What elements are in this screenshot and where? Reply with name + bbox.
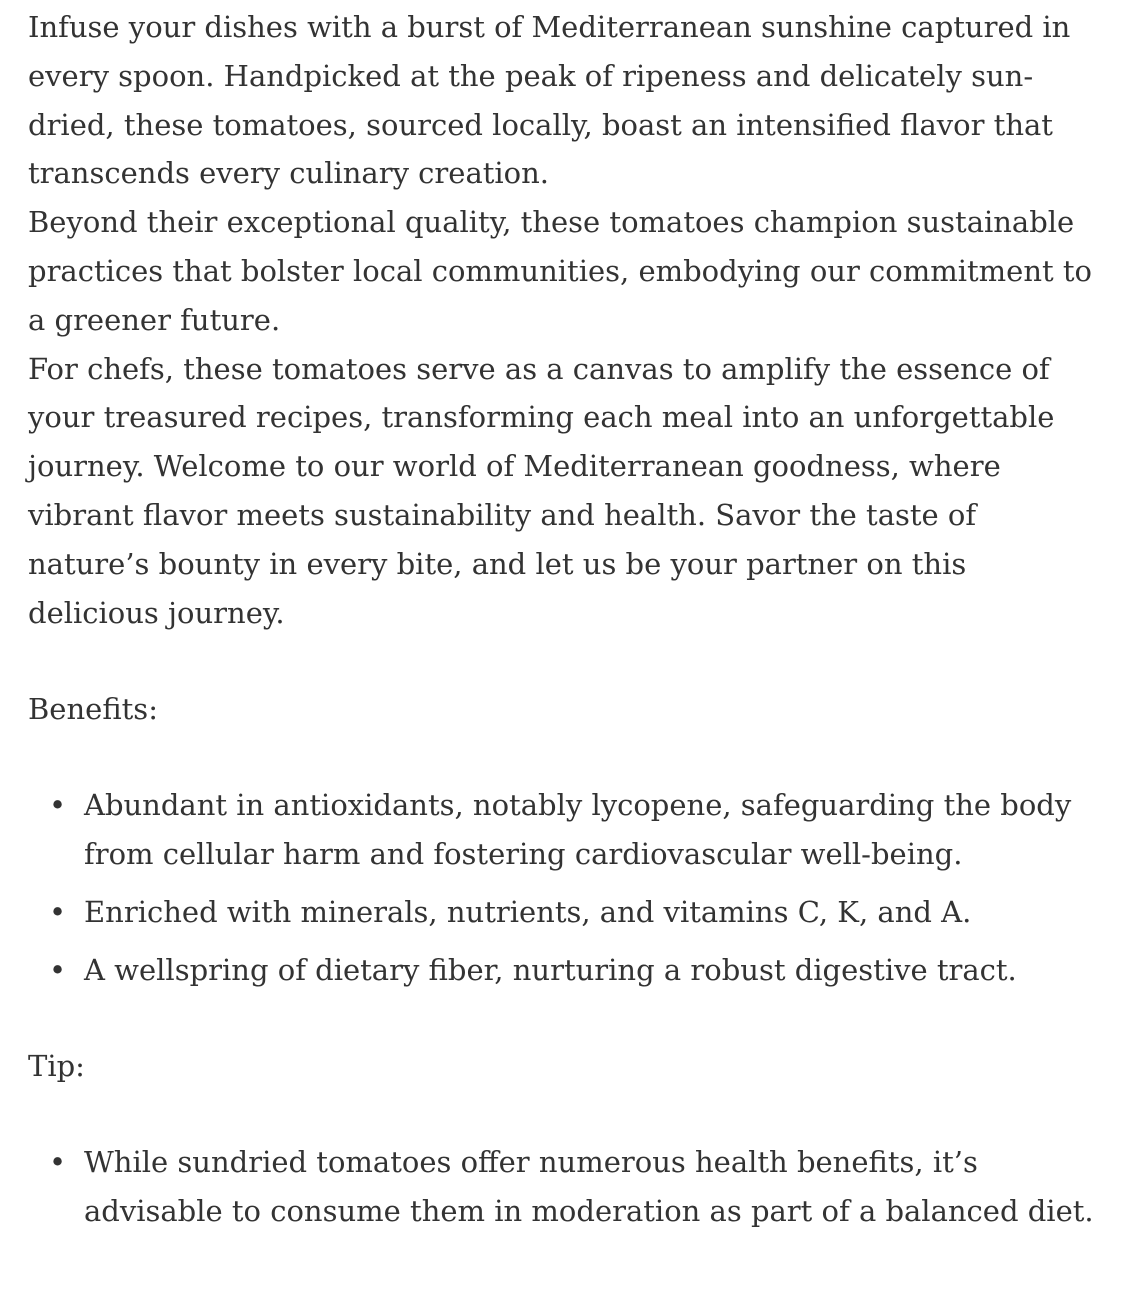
tip-item-1: • While sundried tomatoes offer numerous health benefits, it’s advisable to consume them in moderation as part of a balanced diet. (84, 1138, 1097, 1236)
benefit-item-1: • Abundant in antioxidants, notably lycopene, safeguarding the body from cellular harm and fostering cardiovascular well-being. (84, 781, 1097, 879)
benefit-item-3: • A wellspring of dietary fiber, nurturing a robust digestive tract. (84, 946, 1097, 995)
tip-heading: Tip: (28, 1049, 85, 1084)
intro-paragraph-1: Infuse your dishes with a burst of Mediterranean sunshine captured in every spoon. Handpicked at the peak of ripeness and delicately sun-dried, these tomatoes, sourced locally, boast an intensified flavor that transcends every culinary creation. (28, 10, 1071, 191)
benefits-list (28, 781, 1097, 994)
benefit-item-2: • Enriched with minerals, nutrients, and vitamins C, K, and A. (84, 888, 1097, 937)
intro-paragraph-3: For chefs, these tomatoes serve as a canvas to amplify the essence of your treasured recipes, transforming each meal into an unforgettable journey. Welcome to our world of Mediterranean goodness, where vibrant flavor meets sustainability and health. Savor the taste of nature’s bounty in every bite, and let us be your partner on this delicious journey. (28, 351, 1055, 630)
tip-list (28, 1138, 1097, 1236)
benefits-heading: Benefits: (28, 692, 158, 727)
intro-paragraph-2: Beyond their exceptional quality, these tomatoes champion sustainable practices that bolster local communities, embodying our commitment to a greener future. (28, 205, 1092, 337)
